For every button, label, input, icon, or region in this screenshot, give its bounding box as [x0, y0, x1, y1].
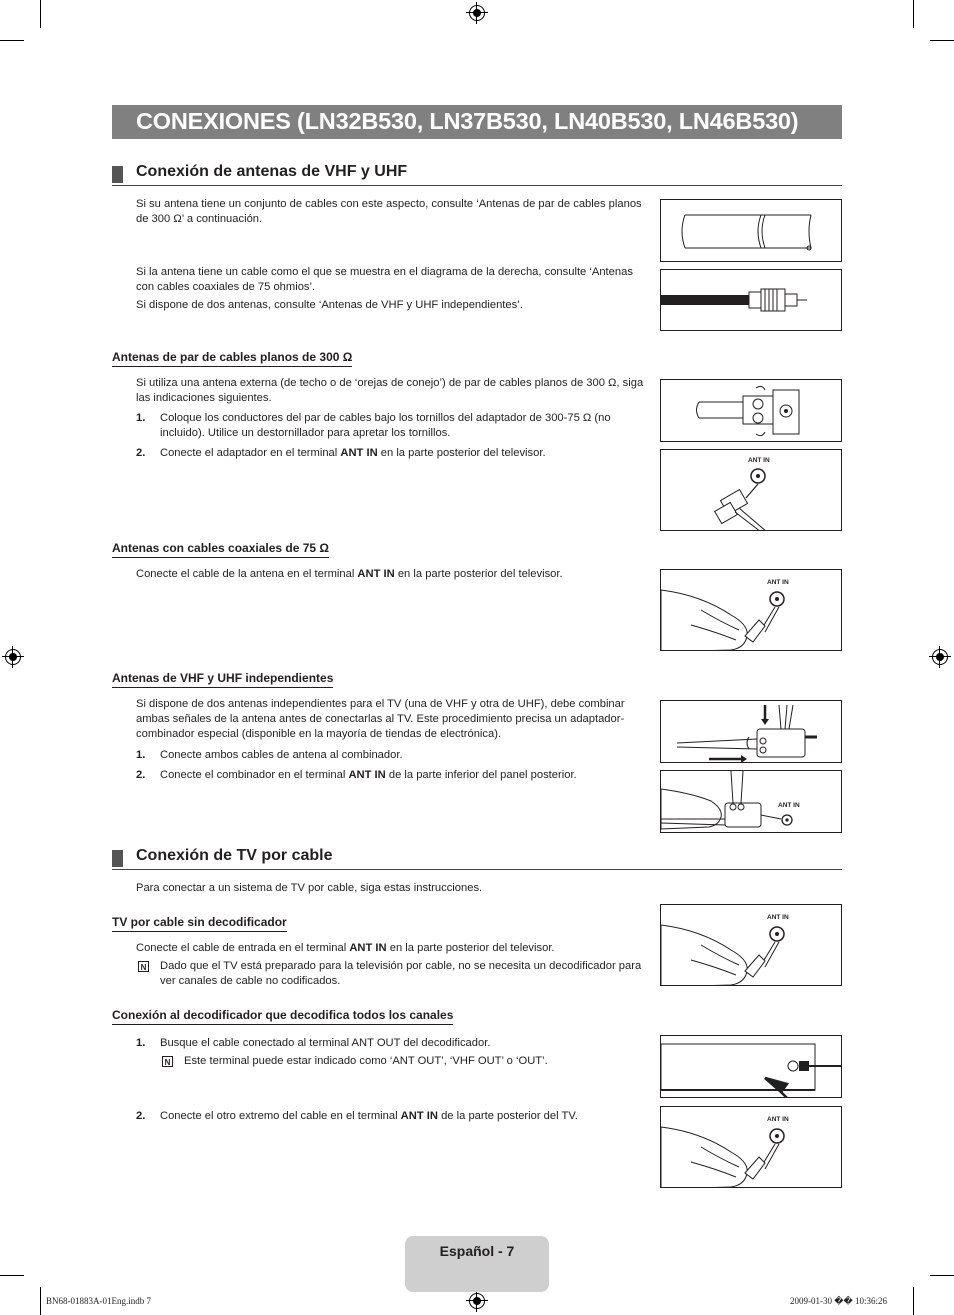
terminal-name: ANT IN — [340, 447, 378, 459]
crop-mark — [0, 40, 24, 41]
ant-in-label: ANT IN — [778, 802, 800, 809]
subheading-300-ohm: Antenas de par de cables planos de 300 Ω — [112, 350, 352, 367]
step-text — [160, 446, 650, 461]
subheading-75-ohm: Antenas con cables coaxiales de 75 Ω — [112, 541, 329, 558]
step-text: Coloque los conductores del par de cables bajo los tornillos del adaptador de 300-75 Ω (no incluido). Utilice un destornillador para apretar los tornillos. — [160, 412, 611, 439]
ant-in-label: ANT IN — [767, 914, 789, 921]
step-text: Busque el cable conectado al terminal ANT OUT del decodificador. — [160, 1037, 491, 1049]
paragraph: Si dispone de dos antenas independientes para el TV (una de VHF y otra de UHF), debe combinar ambas señales de la antena antes de conectarlas al TV. Este procedimiento precisa un adaptador-combinador especial (disponible en la mayoría de tiendas de electrónica). — [136, 698, 625, 740]
section-heading-antennas — [112, 163, 842, 186]
step-number: 1. — [136, 749, 146, 761]
page-number: Español - 7 — [439, 1243, 515, 1259]
terminal-name: ANT IN — [357, 568, 395, 580]
subheading-decoder: Conexión al decodificador que decodifica todos los canales — [112, 1008, 453, 1025]
ant-in-label: ANT IN — [767, 1116, 789, 1123]
crop-mark — [913, 0, 914, 28]
section-heading-text: Conexión de antenas de VHF y UHF — [136, 163, 408, 180]
hand-connect-illustration — [660, 904, 842, 986]
section-heading-cable — [112, 847, 842, 870]
step-text — [160, 768, 650, 783]
file-info: BN68-01883A-01Eng.indb 7 — [46, 1296, 151, 1306]
paragraph: Si dispone de dos antenas, consulte ‘Antenas de VHF y UHF independientes’. — [136, 299, 523, 311]
step-text: Conecte ambos cables de antena al combinador. — [160, 749, 403, 761]
page-title: CONEXIONES (LN32B530, LN37B530, LN40B530, LN46B530) — [136, 108, 799, 134]
crop-mark — [40, 1287, 41, 1315]
hand-connect-illustration — [660, 569, 842, 651]
paragraph: Si utiliza una antena externa (de techo o de ‘orejas de conejo’) de par de cables planos de 300 Ω, siga las indicaciones siguientes. — [136, 377, 644, 404]
adapter-ant-in-illustration — [660, 449, 842, 531]
paragraph — [136, 567, 651, 582]
crop-mark — [913, 1287, 914, 1315]
ant-in-label: ANT IN — [748, 457, 770, 464]
section-marker — [112, 850, 123, 867]
text-part: Conecte el cable de la antena en el terminal — [136, 568, 358, 580]
date-info: 2009-01-30 �� 10:36:26 — [790, 1296, 887, 1306]
note-icon: N — [138, 961, 149, 972]
step-text-part: de la parte posterior del TV. — [437, 1110, 578, 1122]
crop-mark — [40, 0, 41, 28]
paragraph — [136, 941, 651, 956]
step-number: 2. — [136, 1110, 146, 1122]
step-number: 2. — [136, 447, 146, 459]
step-number: 1. — [136, 412, 146, 424]
section-marker — [112, 166, 123, 183]
paragraph: Si la antena tiene un cable como el que se muestra en el diagrama de la derecha, consulte ‘Antenas con cables coaxiales de 75 ohmios’. — [136, 266, 633, 293]
step-text-part: de la parte inferior del panel posterior. — [385, 769, 577, 781]
text-part: Conecte el cable de entrada en el terminal — [136, 942, 350, 954]
terminal-name: ANT IN — [349, 942, 387, 954]
registration-mark-icon — [5, 649, 21, 665]
decoder-ant-out-illustration — [660, 1035, 842, 1098]
paragraph: Si su antena tiene un conjunto de cables con este aspecto, consulte ‘Antenas de par de cables planos de 300 Ω’ a continuación. — [136, 198, 642, 225]
step-text-part: Conecte el combinador en el terminal — [160, 769, 349, 781]
page-number-tab — [405, 1236, 549, 1292]
combiner-illustration — [660, 700, 842, 763]
step-text-part: en la parte posterior del televisor. — [377, 447, 546, 459]
terminal-name: ANT IN — [348, 769, 386, 781]
step-number: 2. — [136, 769, 146, 781]
subheading-no-decoder: TV por cable sin decodificador — [112, 915, 287, 932]
ant-in-label: ANT IN — [767, 579, 789, 586]
step-text-part: Conecte el adaptador en el terminal — [160, 447, 341, 459]
step-text-part: Conecte el otro extremo del cable en el terminal — [160, 1110, 401, 1122]
note-text: Dado que el TV está preparado para la televisión por cable, no se necesita un decodificador para ver canales de cable no codificados. — [160, 960, 642, 987]
registration-mark-icon — [469, 5, 485, 21]
hand-connect-illustration — [660, 1106, 842, 1188]
combiner-ant-in-illustration — [660, 770, 842, 833]
crop-mark — [0, 1275, 24, 1276]
crop-mark — [930, 1275, 954, 1276]
crop-mark — [930, 40, 954, 41]
paragraph: Para conectar a un sistema de TV por cable, siga estas instrucciones. — [136, 882, 483, 894]
section-heading-text: Conexión de TV por cable — [136, 847, 333, 864]
adapter-illustration — [660, 379, 842, 442]
step-text — [160, 1109, 650, 1124]
twin-lead-cable-illustration — [660, 199, 842, 262]
coaxial-cable-illustration — [660, 269, 842, 331]
note-text: Este terminal puede estar indicado como ‘ANT OUT’, ‘VHF OUT’ o ‘OUT’. — [184, 1055, 548, 1067]
registration-mark-icon — [932, 649, 948, 665]
registration-mark-icon — [469, 1293, 485, 1309]
subheading-separate-antennas: Antenas de VHF y UHF independientes — [112, 671, 333, 688]
terminal-name: ANT IN — [400, 1110, 438, 1122]
step-number: 1. — [136, 1037, 146, 1049]
page-title-bar — [112, 105, 842, 139]
text-part: en la parte posterior del televisor. — [386, 942, 555, 954]
text-part: en la parte posterior del televisor. — [394, 568, 563, 580]
note-icon: N — [162, 1056, 173, 1067]
